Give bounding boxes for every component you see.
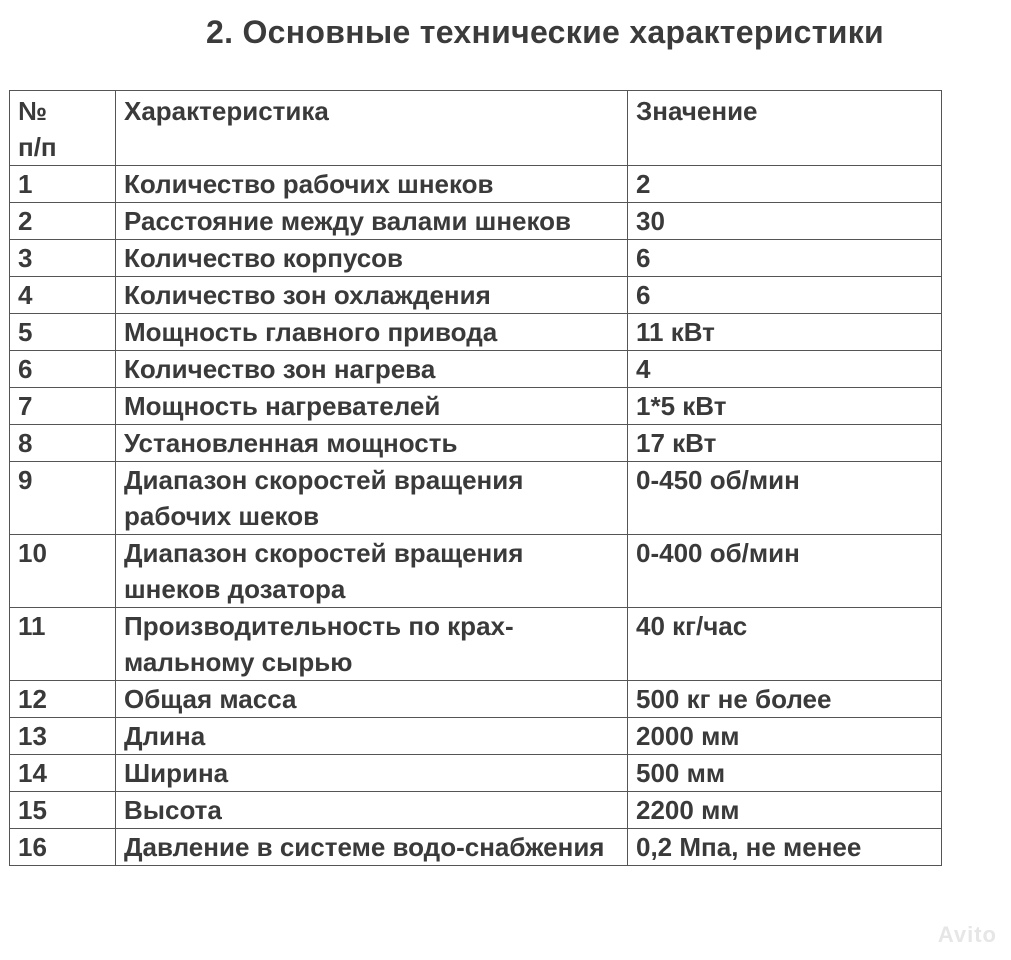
row-number: 2	[10, 203, 116, 240]
avito-watermark: Avito	[937, 922, 997, 947]
row-value: 0-450 об/мин	[628, 462, 942, 535]
row-characteristic: Мощность главного привода	[116, 314, 628, 351]
table-row	[10, 792, 942, 829]
row-value: 2000 мм	[628, 718, 942, 755]
table-row	[10, 681, 942, 718]
row-value: 2200 мм	[628, 792, 942, 829]
row-characteristic: Длина	[116, 718, 628, 755]
table-row	[10, 277, 942, 314]
row-value: 17 кВт	[628, 425, 942, 462]
row-characteristic: Мощность нагревателей	[116, 388, 628, 425]
table-row	[10, 462, 942, 535]
table-row	[10, 829, 942, 866]
table-row	[10, 240, 942, 277]
column-header-characteristic: Характеристика	[116, 91, 628, 166]
row-value: 0-400 об/мин	[628, 535, 942, 608]
row-value: 30	[628, 203, 942, 240]
page-title: 2. Основные технические характеристики	[206, 14, 884, 50]
row-value: 4	[628, 351, 942, 388]
row-number: 16	[10, 829, 116, 866]
row-characteristic: Количество корпусов	[116, 240, 628, 277]
row-number: 11	[10, 608, 116, 681]
row-number: 5	[10, 314, 116, 351]
row-characteristic: Количество рабочих шнеков	[116, 166, 628, 203]
row-characteristic: Ширина	[116, 755, 628, 792]
row-value: 1*5 кВт	[628, 388, 942, 425]
table-row	[10, 166, 942, 203]
row-value: 11 кВт	[628, 314, 942, 351]
row-value: 0,2 Мпа, не менее	[628, 829, 942, 866]
row-number: 13	[10, 718, 116, 755]
table-row	[10, 425, 942, 462]
row-number: 9	[10, 462, 116, 535]
table-row	[10, 314, 942, 351]
row-number: 12	[10, 681, 116, 718]
specifications-table	[9, 90, 942, 866]
row-value: 500 мм	[628, 755, 942, 792]
row-characteristic: Производительность по крах-мальному сырью	[116, 608, 628, 681]
row-number: 1	[10, 166, 116, 203]
row-number: 6	[10, 351, 116, 388]
row-characteristic: Диапазон скоростей вращения шнеков дозатора	[116, 535, 628, 608]
row-value: 40 кг/час	[628, 608, 942, 681]
row-characteristic: Высота	[116, 792, 628, 829]
row-characteristic: Общая масса	[116, 681, 628, 718]
row-number: 4	[10, 277, 116, 314]
row-value: 6	[628, 277, 942, 314]
column-header-value: Значение	[628, 91, 942, 166]
row-number: 7	[10, 388, 116, 425]
row-characteristic: Установленная мощность	[116, 425, 628, 462]
row-value: 500 кг не более	[628, 681, 942, 718]
row-characteristic: Диапазон скоростей вращения рабочих шеков	[116, 462, 628, 535]
row-number: 10	[10, 535, 116, 608]
row-characteristic: Давление в системе водо-снабжения	[116, 829, 628, 866]
table-header-row	[10, 91, 942, 166]
row-characteristic: Количество зон нагрева	[116, 351, 628, 388]
table-row	[10, 608, 942, 681]
table-row	[10, 718, 942, 755]
row-value: 6	[628, 240, 942, 277]
column-header-number: № п/п	[10, 91, 116, 166]
row-characteristic: Количество зон охлаждения	[116, 277, 628, 314]
row-number: 3	[10, 240, 116, 277]
table-row	[10, 203, 942, 240]
table-row	[10, 388, 942, 425]
row-number: 15	[10, 792, 116, 829]
table-row	[10, 535, 942, 608]
row-number: 14	[10, 755, 116, 792]
row-value: 2	[628, 166, 942, 203]
table-row	[10, 755, 942, 792]
row-number: 8	[10, 425, 116, 462]
row-characteristic: Расстояние между валами шнеков	[116, 203, 628, 240]
table-row	[10, 351, 942, 388]
